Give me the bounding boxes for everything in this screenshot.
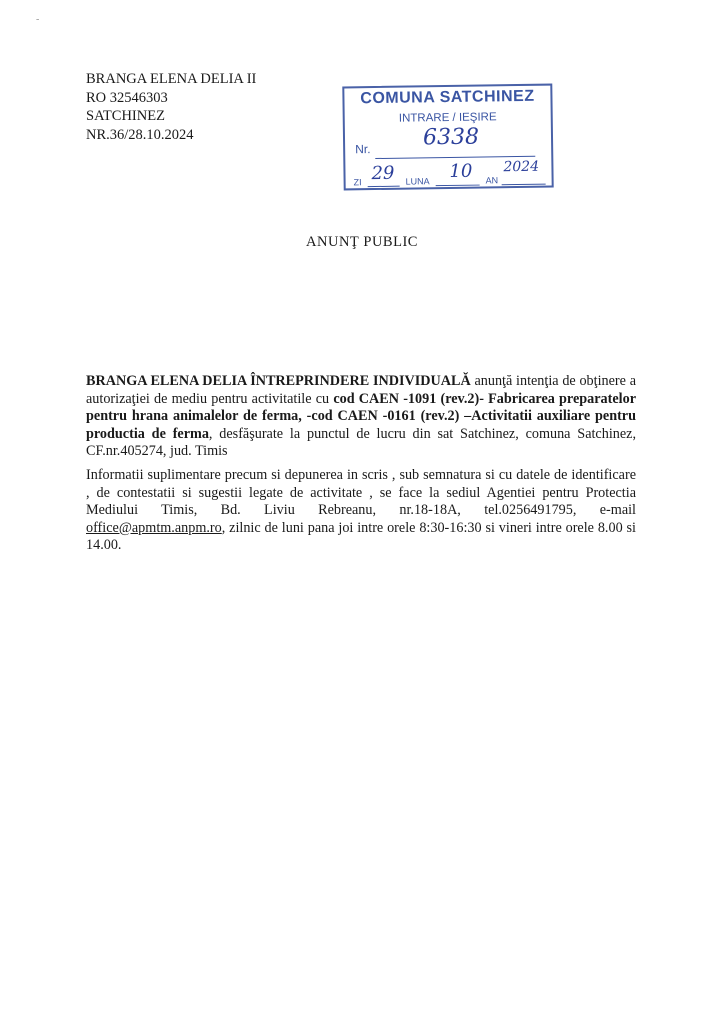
sender-fiscal-code: RO 32546303	[86, 89, 168, 106]
stamp-nr-value: 6338	[422, 124, 480, 151]
stamp-zi-line	[368, 186, 400, 187]
stamp-an-value: 2024	[503, 158, 540, 176]
email-link[interactable]: office@apmtm.anpm.ro	[86, 519, 222, 536]
announcement-text-1: anunţă intenţia de obţinere a autorizaţiei de mediu pentru activitatile cu	[86, 373, 636, 407]
document-number-date: NR.36/28.10.2024	[86, 126, 194, 143]
information-text-1: Informatii suplimentare precum si depunerea in scris , sub semnatura si cu datele de identificare , de contestatii si sugestii legate de activitate , se face la sediul Agentiei pentru Protectia Mediului Timis, Bd. Liviu Rebreanu, nr.18-18A, tel.0256491795, e-mail	[86, 467, 636, 518]
stamp-title: COMUNA SATCHINEZ	[360, 87, 535, 108]
stamp-luna-label: LUNA	[405, 176, 430, 187]
stamp-subtitle: INTRARE / IEŞIRE	[398, 111, 497, 125]
page-title: ANUNŢ PUBLIC	[306, 234, 418, 250]
registration-stamp	[342, 84, 553, 191]
sender-header	[86, 70, 256, 144]
stamp-luna-value: 10	[449, 160, 473, 182]
scan-corner-mark: -	[36, 14, 40, 25]
sender-locality: SATCHINEZ	[86, 108, 165, 124]
information-paragraph	[86, 467, 636, 555]
company-name: BRANGA ELENA DELIA ÎNTREPRINDERE INDIVIDUALĂ	[86, 373, 471, 389]
announcement-text-2: , desfăşurate la punctul de lucru din sat Satchinez, comuna Satchinez, CF.nr.405274, jud. Timis	[86, 425, 636, 459]
stamp-zi-label: ZI	[353, 177, 362, 188]
sender-name: BRANGA ELENA DELIA II	[86, 71, 257, 87]
stamp-an-label: AN	[485, 175, 499, 186]
stamp-luna-line	[436, 185, 480, 187]
announcement-paragraph	[86, 373, 636, 461]
stamp-zi-value: 29	[371, 162, 395, 185]
activity-codes: cod CAEN -1091 (rev.2)- Fabricarea preparatelor pentru hrana animalelor de ferma, -cod CAEN -0161 (rev.2) –Activitatii auxiliare pentru productia de ferma	[86, 390, 636, 442]
stamp-nr-label: Nr.	[355, 142, 371, 157]
information-text-2: , zilnic de luni pana joi intre orele 8:30-16:30 si vineri intre orele 8.00 si 14.00.	[86, 519, 636, 553]
stamp-an-line	[502, 184, 546, 186]
